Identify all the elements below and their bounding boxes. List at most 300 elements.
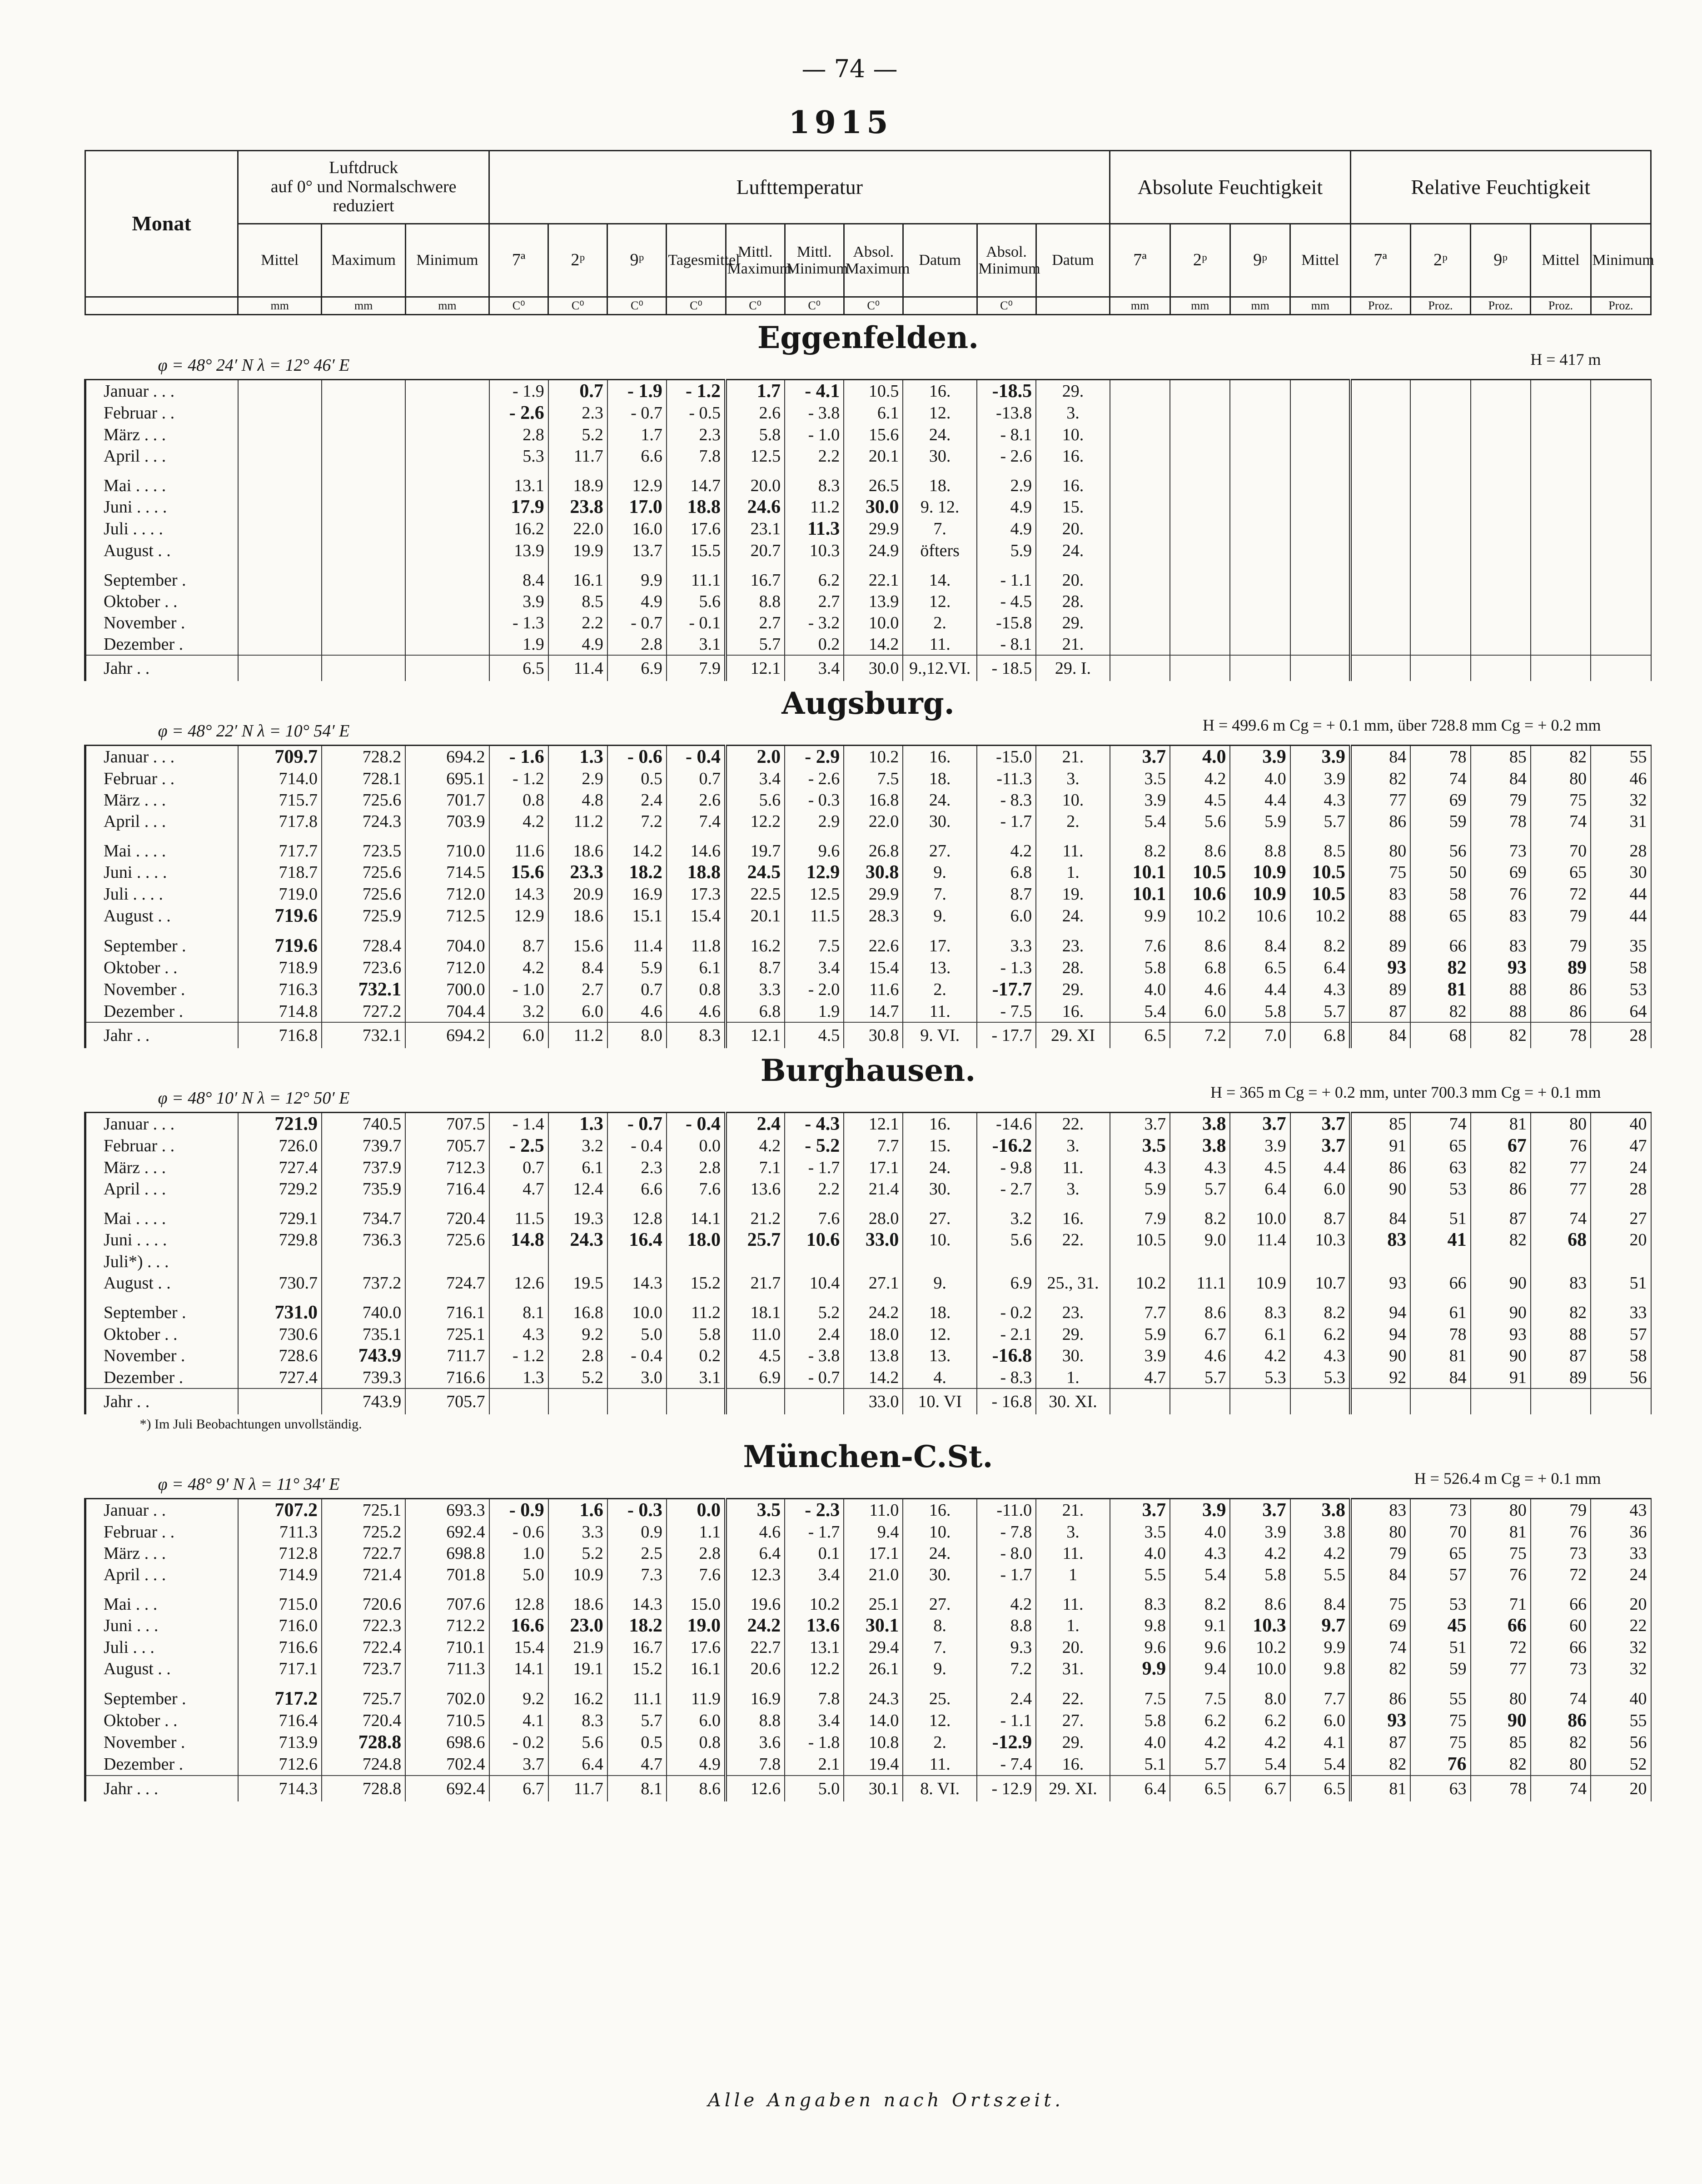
table-cell: 65 (1410, 1135, 1470, 1157)
table-cell: 12.5 (785, 883, 844, 905)
table-cell: 712.8 (238, 1542, 322, 1564)
table-cell: 43 (1591, 1499, 1651, 1522)
table-cell: 33 (1591, 1293, 1651, 1323)
table-cell: 712.5 (405, 905, 489, 927)
table-cell: 2.4 (785, 1323, 844, 1345)
table-cell: 9. VI. (903, 1022, 977, 1048)
table-cell: 5.6 (726, 789, 785, 811)
table-cell: 5.7 (1170, 1367, 1230, 1388)
table-cell: 5.9 (977, 540, 1036, 561)
table-row (85, 1615, 1651, 1637)
table-cell: 3.7 (1230, 1113, 1290, 1135)
table-row (85, 518, 1651, 540)
table-cell: 724.3 (322, 811, 405, 832)
table-cell: 65 (1410, 905, 1470, 927)
table-cell: 5.4 (1290, 1753, 1350, 1776)
table-cell: 3. (1036, 1135, 1110, 1157)
table-cell: - 17.7 (977, 1022, 1036, 1048)
table-cell: 93 (1471, 1323, 1531, 1345)
table-cell: 29.9 (844, 518, 903, 540)
table-cell: -18.5 (977, 380, 1036, 403)
table-cell: 20 (1591, 1585, 1651, 1615)
table-cell: 5.6 (548, 1731, 607, 1753)
table-cell: 3.7 (1110, 1113, 1170, 1135)
table-cell: 5.4 (1170, 1564, 1230, 1585)
table-cell: 16.4 (607, 1229, 667, 1251)
table-cell: 2.4 (726, 1113, 785, 1135)
table-cell: 6.0 (1290, 1178, 1350, 1199)
table-cell: 88 (1471, 1000, 1531, 1022)
table-row (85, 1637, 1651, 1658)
table-cell: 11.5 (489, 1199, 548, 1229)
table-cell: 7.9 (667, 655, 726, 681)
table-cell: 728.4 (322, 927, 405, 957)
table-cell: 63 (1410, 1157, 1470, 1178)
table-cell: 21.7 (726, 1272, 785, 1293)
table-cell: 4.3 (1290, 1345, 1350, 1367)
table-cell: 6.9 (607, 655, 667, 681)
table-cell: - 3.2 (785, 612, 844, 633)
table-cell: 1. (1036, 1367, 1110, 1388)
table-cell: 9.4 (1170, 1658, 1230, 1680)
table-cell: 16. (903, 1113, 977, 1135)
table-cell: - 1.8 (785, 1731, 844, 1753)
table-cell: - 2.1 (977, 1323, 1036, 1345)
table-cell: 30.0 (844, 496, 903, 518)
table-cell: 15.4 (844, 957, 903, 979)
table-row (85, 1521, 1651, 1542)
table-cell: 5.8 (1230, 1000, 1290, 1022)
table-cell (1290, 467, 1350, 496)
table-cell: 12.2 (726, 811, 785, 832)
month-label: Mai . . . . (85, 467, 238, 496)
table-cell: 739.3 (322, 1367, 405, 1388)
table-cell: 30.0 (844, 655, 903, 681)
page-number: — 74 — (801, 55, 898, 83)
station-header-row (85, 1434, 1651, 1499)
table-cell: 10.0 (1230, 1658, 1290, 1680)
table-cell: 6.9 (977, 1272, 1036, 1293)
table-cell: 3.9 (1290, 746, 1350, 768)
table-cell: 29.4 (844, 1637, 903, 1658)
table-cell: 12.6 (489, 1272, 548, 1293)
month-label: Jahr . . (85, 1022, 238, 1048)
unit-mm: mm (1290, 297, 1350, 315)
table-cell: 93 (1350, 1272, 1410, 1293)
table-cell: 729.1 (238, 1199, 322, 1229)
month-label: September . (85, 561, 238, 591)
table-cell: 16. (1036, 467, 1110, 496)
table-cell: 20.9 (548, 883, 607, 905)
table-cell: - 0.6 (607, 746, 667, 768)
table-cell: 735.9 (322, 1178, 405, 1199)
table-cell: 8.6 (1170, 1293, 1230, 1323)
table-cell: 19.1 (548, 1658, 607, 1680)
table-cell: 22.0 (844, 811, 903, 832)
month-label: Oktober . . (85, 1323, 238, 1345)
table-cell: 8.4 (1290, 1585, 1350, 1615)
table-cell: 6.0 (1290, 1710, 1350, 1731)
table-cell: 74 (1410, 1113, 1470, 1135)
table-cell: 6.8 (1290, 1022, 1350, 1048)
table-cell: 14.2 (844, 1367, 903, 1388)
table-cell: 707.2 (238, 1499, 322, 1522)
table-cell: 12.5 (726, 445, 785, 467)
table-cell: 25.7 (726, 1229, 785, 1251)
table-cell: 10.1 (1110, 861, 1170, 883)
table-cell: 16. (1036, 1000, 1110, 1022)
unit-c: C⁰ (785, 297, 844, 315)
table-cell: 716.0 (238, 1615, 322, 1637)
header-t-mittl-min: Mittl. Minimum (785, 224, 844, 297)
table-cell: 712.3 (405, 1157, 489, 1178)
table-cell: 2.8 (667, 1157, 726, 1178)
table-cell (1110, 1251, 1170, 1272)
table-cell: 21. (1036, 746, 1110, 768)
table-cell: 3.7 (1290, 1135, 1350, 1157)
table-cell: 11.3 (785, 518, 844, 540)
table-cell: 29. XI. (1036, 1776, 1110, 1801)
table-cell: 11. (1036, 832, 1110, 861)
table-cell (405, 540, 489, 561)
table-cell: 87 (1350, 1000, 1410, 1022)
table-cell: 15.5 (667, 540, 726, 561)
table-cell: 6.4 (1230, 1178, 1290, 1199)
table-cell: 10.9 (548, 1564, 607, 1585)
table-cell: 94 (1350, 1323, 1410, 1345)
table-cell: 7.9 (1110, 1199, 1170, 1229)
table-row (85, 1585, 1651, 1615)
table-cell (405, 561, 489, 591)
table-cell: 61 (1410, 1293, 1470, 1323)
table-cell: 17.1 (844, 1542, 903, 1564)
table-row (85, 1199, 1651, 1229)
table-cell: 8.8 (726, 591, 785, 612)
table-cell: 8.5 (548, 591, 607, 612)
table-cell: 75 (1471, 1542, 1531, 1564)
table-cell: 83 (1471, 905, 1531, 927)
table-cell: - 8.3 (977, 1367, 1036, 1388)
table-cell: 10.2 (844, 746, 903, 768)
table-cell: 58 (1591, 1345, 1651, 1367)
table-cell: 716.6 (405, 1367, 489, 1388)
table-cell: 737.9 (322, 1157, 405, 1178)
table-cell (405, 445, 489, 467)
table-cell: 729.8 (238, 1229, 322, 1251)
unit-c: C⁰ (667, 297, 726, 315)
header-h-mittel: Mittel (1290, 224, 1350, 297)
table-cell: 15.2 (607, 1658, 667, 1680)
table-cell: 24. (1036, 905, 1110, 927)
table-cell: 29. (1036, 1731, 1110, 1753)
station-coordinates: φ = 48° 10′ N λ = 12° 50′ E (158, 1089, 350, 1108)
table-cell: 18. (903, 467, 977, 496)
table-cell: 77 (1350, 789, 1410, 811)
table-cell: 33.0 (844, 1388, 903, 1414)
table-cell: 23. (1036, 927, 1110, 957)
table-cell (607, 1388, 667, 1414)
table-cell: 9.9 (607, 561, 667, 591)
table-cell (548, 1251, 607, 1272)
table-cell: 9.9 (1110, 1658, 1170, 1680)
footer-note: Alle Angaben nach Ortszeit. (707, 2090, 1065, 2111)
table-cell: 14.1 (667, 1199, 726, 1229)
table-cell (1170, 445, 1230, 467)
table-cell: 93 (1350, 1710, 1410, 1731)
table-cell (1350, 380, 1410, 403)
table-cell: 82 (1350, 1753, 1410, 1776)
table-cell: 2.4 (977, 1680, 1036, 1710)
table-row (85, 1710, 1651, 1731)
month-label: Februar . . (85, 1521, 238, 1542)
table-cell: 7.5 (785, 927, 844, 957)
table-cell: 86 (1531, 1710, 1591, 1731)
table-cell (1350, 467, 1410, 496)
table-row (85, 905, 1651, 927)
table-cell (1230, 655, 1290, 681)
table-cell: 20.1 (844, 445, 903, 467)
table-cell: 0.2 (667, 1345, 726, 1367)
table-cell (1410, 518, 1470, 540)
table-row (85, 1135, 1651, 1157)
table-cell: 90 (1471, 1293, 1531, 1323)
table-cell: 13.7 (607, 540, 667, 561)
unit-blank (903, 297, 977, 315)
table-cell: 26.8 (844, 832, 903, 861)
table-cell: 4.0 (1110, 1542, 1170, 1564)
table-cell (1531, 402, 1591, 424)
table-cell: 28. (1036, 957, 1110, 979)
table-cell: 9.9 (1110, 905, 1170, 927)
unit-proz: Proz. (1471, 297, 1531, 315)
table-cell (1230, 633, 1290, 655)
table-row (85, 1499, 1651, 1522)
table-cell: 4.7 (607, 1753, 667, 1776)
table-cell: 29. (1036, 612, 1110, 633)
table-cell: 724.7 (405, 1272, 489, 1293)
month-label: April . . . (85, 811, 238, 832)
table-cell: 24. (903, 789, 977, 811)
table-cell: 74 (1410, 768, 1470, 789)
table-cell (667, 1251, 726, 1272)
table-cell: 5.7 (1170, 1178, 1230, 1199)
table-cell: 30.1 (844, 1776, 903, 1801)
table-cell: 18.6 (548, 905, 607, 927)
table-cell: 13. (903, 1345, 977, 1367)
table-cell: 5.3 (1230, 1367, 1290, 1388)
table-cell: 728.6 (238, 1345, 322, 1367)
table-cell: 4.3 (489, 1323, 548, 1345)
year-heading: 1915 (788, 104, 893, 141)
table-cell: 5.9 (607, 957, 667, 979)
table-cell: 7.2 (977, 1658, 1036, 1680)
table-cell: 53 (1410, 1585, 1470, 1615)
table-cell: 21.4 (844, 1178, 903, 1199)
table-cell: 11.6 (489, 832, 548, 861)
table-cell (405, 467, 489, 496)
table-cell: 4.4 (1290, 1157, 1350, 1178)
table-cell: 64 (1591, 1000, 1651, 1022)
table-cell: 17.3 (667, 883, 726, 905)
table-cell: 3. (1036, 1178, 1110, 1199)
table-cell (1230, 424, 1290, 445)
table-cell: 7.5 (844, 768, 903, 789)
table-cell (1531, 612, 1591, 633)
unit-proz: Proz. (1531, 297, 1591, 315)
table-row (85, 1776, 1651, 1801)
table-cell: 719.6 (238, 927, 322, 957)
table-cell: 66 (1531, 1585, 1591, 1615)
table-cell: 6.5 (1110, 1022, 1170, 1048)
table-cell: 28 (1591, 1178, 1651, 1199)
table-cell: 725.2 (322, 1521, 405, 1542)
table-cell: 18.0 (844, 1323, 903, 1345)
table-cell: 6.0 (977, 905, 1036, 927)
table-cell: 6.6 (607, 1178, 667, 1199)
table-cell: 70 (1410, 1521, 1470, 1542)
table-cell: 721.9 (238, 1113, 322, 1135)
table-cell: 1.9 (785, 1000, 844, 1022)
table-cell: 4.2 (489, 811, 548, 832)
table-cell: 18. (903, 1293, 977, 1323)
table-cell: - 2.3 (785, 1499, 844, 1522)
table-cell: - 8.1 (977, 424, 1036, 445)
table-cell: 23.1 (726, 518, 785, 540)
table-cell: 7.1 (726, 1157, 785, 1178)
table-cell: - 2.9 (785, 746, 844, 768)
table-cell: 10.5 (844, 380, 903, 403)
table-cell: 68 (1531, 1229, 1591, 1251)
table-cell: 93 (1471, 957, 1531, 979)
table-cell (1591, 467, 1651, 496)
station-header-cell (85, 681, 1651, 746)
table-cell: 83 (1350, 1229, 1410, 1251)
table-cell: 8.3 (785, 467, 844, 496)
month-label: Oktober . . (85, 591, 238, 612)
table-cell (1531, 496, 1591, 518)
table-cell: 92 (1350, 1367, 1410, 1388)
table-cell: 57 (1591, 1323, 1651, 1345)
table-cell: 6.1 (667, 957, 726, 979)
table-cell: 2.3 (667, 424, 726, 445)
table-cell: 3.9 (1110, 1345, 1170, 1367)
table-cell (1110, 591, 1170, 612)
table-cell: 4.4 (1230, 789, 1290, 811)
table-cell: 84 (1410, 1367, 1470, 1388)
table-row (85, 540, 1651, 561)
unit-c: C⁰ (844, 297, 903, 315)
table-cell: 24.2 (844, 1293, 903, 1323)
table-cell (405, 1251, 489, 1272)
table-cell: 76 (1410, 1753, 1470, 1776)
table-cell: 55 (1410, 1680, 1470, 1710)
table-cell: 16. (903, 380, 977, 403)
unit-mm: mm (238, 297, 322, 315)
table-cell (1350, 424, 1410, 445)
table-cell (322, 612, 405, 633)
table-cell: 8.8 (726, 1710, 785, 1731)
table-cell: 80 (1471, 1680, 1531, 1710)
table-cell: 22. (1036, 1680, 1110, 1710)
table-cell: 6.7 (1230, 1776, 1290, 1801)
table-cell: 6.5 (1230, 957, 1290, 979)
table-cell: 32 (1591, 1637, 1651, 1658)
table-cell (1110, 518, 1170, 540)
table-cell: 0.5 (607, 1731, 667, 1753)
table-cell: 83 (1471, 927, 1531, 957)
table-cell: 11.1 (667, 561, 726, 591)
month-label: Juni . . . . (85, 496, 238, 518)
table-cell: 11. (903, 1000, 977, 1022)
table-cell: 3.5 (726, 1499, 785, 1522)
table-cell: 6.1 (1230, 1323, 1290, 1345)
table-cell: 55 (1591, 746, 1651, 768)
table-cell: 2.7 (785, 591, 844, 612)
table-cell: 16.2 (548, 1680, 607, 1710)
table-cell: 9. (903, 1272, 977, 1293)
table-cell: 8.4 (1230, 927, 1290, 957)
table-cell: - 0.7 (607, 402, 667, 424)
table-cell: 4.0 (1230, 768, 1290, 789)
station-height-info: H = 365 m Cg = + 0.2 mm, unter 700.3 mm Cg = + 0.1 mm (1210, 1083, 1601, 1101)
table-cell: 8.7 (977, 883, 1036, 905)
table-cell: 707.6 (405, 1585, 489, 1615)
table-cell: - 4.5 (977, 591, 1036, 612)
table-row (85, 883, 1651, 905)
table-cell (238, 518, 322, 540)
table-cell: 4.2 (489, 957, 548, 979)
table-cell (726, 1388, 785, 1414)
table-cell: 2. (903, 979, 977, 1000)
table-cell: 8.0 (607, 1022, 667, 1048)
table-cell: 16.6 (489, 1615, 548, 1637)
table-cell (405, 633, 489, 655)
month-label: Jahr . . . (85, 1776, 238, 1801)
table-cell: 716.3 (238, 979, 322, 1000)
table-cell: 80 (1531, 768, 1591, 789)
table-cell: 12.1 (726, 655, 785, 681)
table-cell: 73 (1471, 832, 1531, 861)
table-cell: 28. (1036, 591, 1110, 612)
header-p-mittel: Mittel (238, 224, 322, 297)
station-name: Burghausen. (760, 1053, 976, 1088)
table-cell: 30. (903, 445, 977, 467)
table-cell: 4.6 (667, 1000, 726, 1022)
table-cell (1410, 445, 1470, 467)
table-cell: 51 (1410, 1637, 1470, 1658)
table-cell: 44 (1591, 883, 1651, 905)
table-cell: 15.2 (667, 1272, 726, 1293)
table-cell: 5.2 (548, 1367, 607, 1388)
table-cell: 11.1 (607, 1680, 667, 1710)
table-cell: - 2.5 (489, 1135, 548, 1157)
table-cell (322, 591, 405, 612)
table-cell: 14.3 (489, 883, 548, 905)
table-cell (1410, 424, 1470, 445)
table-cell: - 0.3 (785, 789, 844, 811)
table-cell: 27. (903, 832, 977, 861)
table-row (85, 811, 1651, 832)
table-cell: 717.7 (238, 832, 322, 861)
table-cell (1230, 402, 1290, 424)
table-cell: 18.8 (667, 861, 726, 883)
table-cell (322, 561, 405, 591)
table-cell: 7.7 (844, 1135, 903, 1157)
table-cell: 66 (1531, 1637, 1591, 1658)
table-cell: 0.1 (785, 1542, 844, 1564)
table-cell: - 1.1 (977, 561, 1036, 591)
table-cell: 36 (1591, 1521, 1651, 1542)
